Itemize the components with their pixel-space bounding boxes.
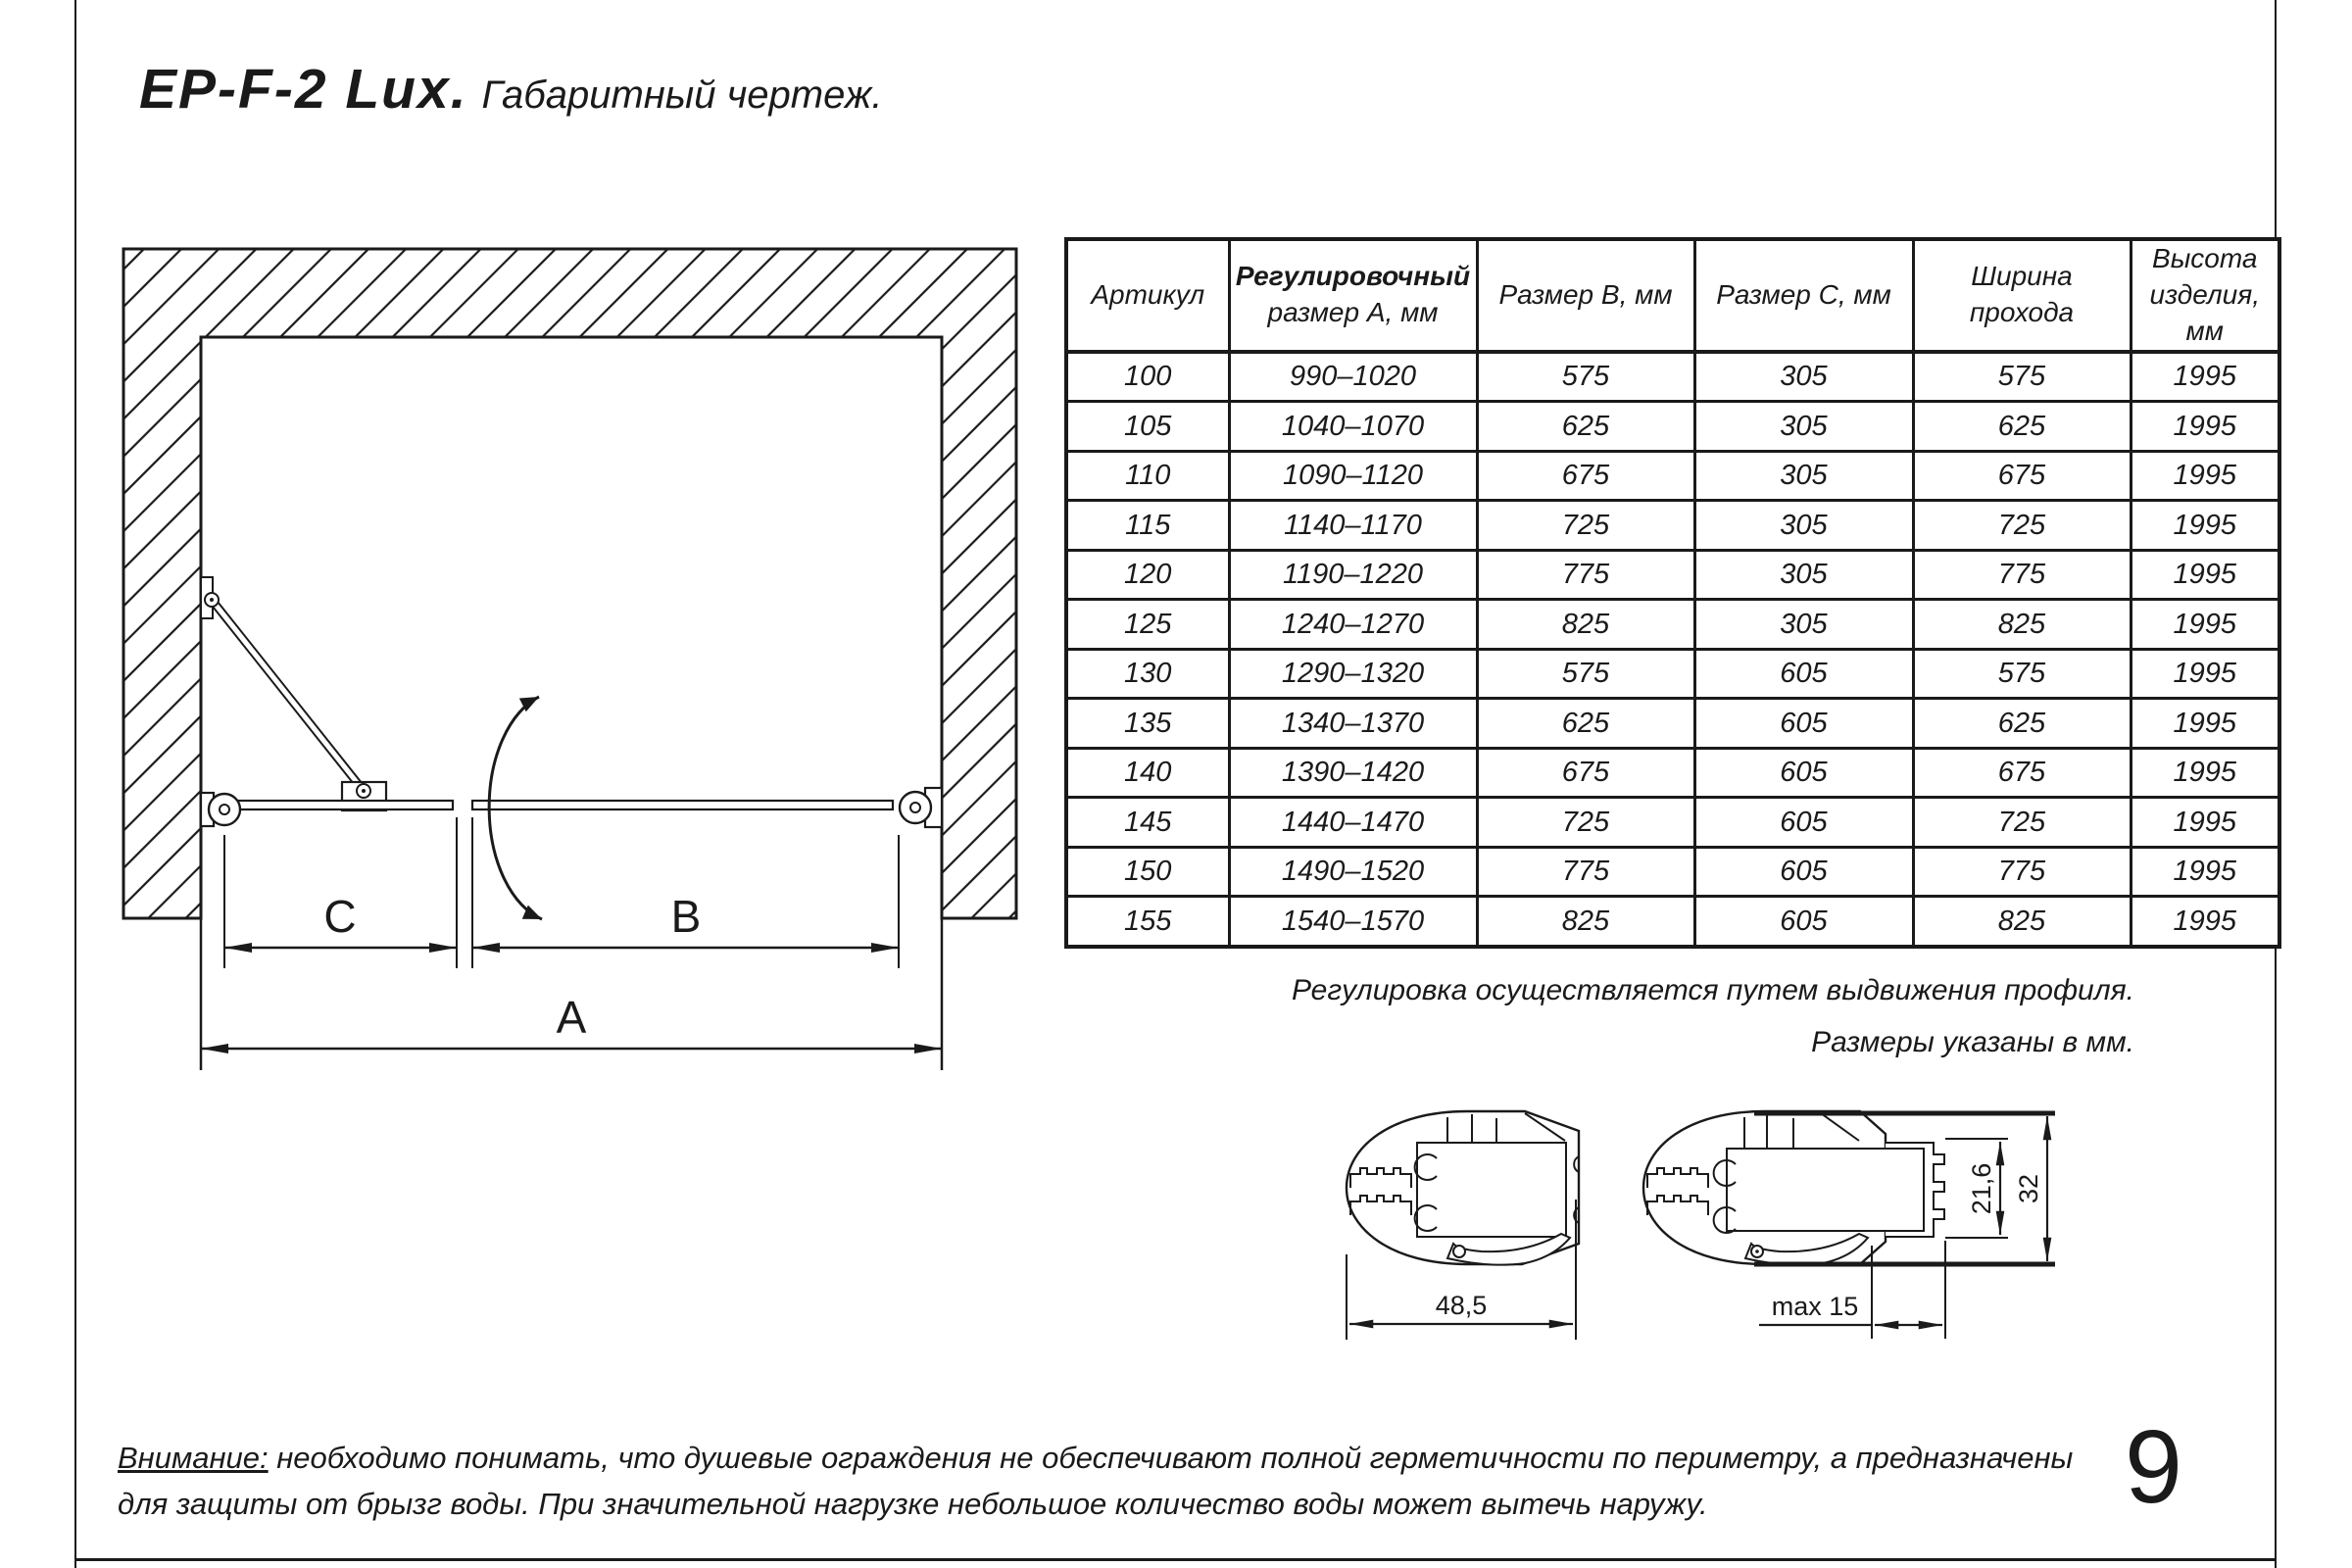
table-cell: 1540–1570 xyxy=(1229,897,1477,947)
dim-label-c: C xyxy=(323,891,357,942)
table-cell: 140 xyxy=(1066,748,1229,798)
adjustment-notes xyxy=(1292,964,2134,1068)
table-cell: 305 xyxy=(1694,451,1913,501)
table-cell: 605 xyxy=(1694,748,1913,798)
table-row xyxy=(1066,748,2279,798)
col-size-c: Размер С, мм xyxy=(1694,239,1913,352)
table-cell: 1140–1170 xyxy=(1229,501,1477,551)
table-cell: 100 xyxy=(1066,352,1229,402)
dimension-a xyxy=(201,992,942,1049)
table-cell: 575 xyxy=(1477,649,1694,699)
table-cell: 1190–1220 xyxy=(1229,550,1477,600)
dim-label-max-15: max 15 xyxy=(1771,1292,1859,1321)
table-cell: 825 xyxy=(1913,897,2131,947)
table-cell: 1240–1270 xyxy=(1229,600,1477,650)
table-cell: 675 xyxy=(1477,451,1694,501)
table-cell: 305 xyxy=(1694,501,1913,551)
table-cell: 1995 xyxy=(2131,847,2279,897)
table-cell: 1440–1470 xyxy=(1229,798,1477,848)
table-cell: 775 xyxy=(1477,550,1694,600)
col-size-a xyxy=(1229,239,1477,352)
table-cell: 575 xyxy=(1477,352,1694,402)
col-size-a-line1: Регулировочный xyxy=(1235,261,1471,292)
right-wall-bracket xyxy=(900,788,942,827)
table-cell: 1340–1370 xyxy=(1229,699,1477,749)
table-row xyxy=(1066,600,2279,650)
table-cell: 1490–1520 xyxy=(1229,847,1477,897)
table-cell: 305 xyxy=(1694,402,1913,452)
table-cell: 120 xyxy=(1066,550,1229,600)
table-row xyxy=(1066,699,2279,749)
table-cell: 1040–1070 xyxy=(1229,402,1477,452)
table-cell: 150 xyxy=(1066,847,1229,897)
table-cell: 115 xyxy=(1066,501,1229,551)
table-cell: 1995 xyxy=(2131,402,2279,452)
table-cell: 305 xyxy=(1694,600,1913,650)
table-cell: 605 xyxy=(1694,897,1913,947)
table-cell: 1995 xyxy=(2131,550,2279,600)
table-cell: 305 xyxy=(1694,550,1913,600)
table-row xyxy=(1066,402,2279,452)
dim-label-21-6: 21,6 xyxy=(1967,1162,1996,1215)
spec-table-header xyxy=(1066,239,2279,352)
col-size-a-line2: размер А, мм xyxy=(1267,297,1439,328)
table-cell: 105 xyxy=(1066,402,1229,452)
table-cell: 725 xyxy=(1913,501,2131,551)
table-cell: 155 xyxy=(1066,897,1229,947)
table-cell: 305 xyxy=(1694,352,1913,402)
warning-line-1-rest: необходимо понимать, что душевые ограждения не обеспечивают полной герметичности по периметру, а предназначены xyxy=(268,1441,2074,1475)
dim-label-a: A xyxy=(556,992,587,1043)
page-number: 9 xyxy=(2125,1409,2182,1525)
table-cell: 825 xyxy=(1477,600,1694,650)
table-row xyxy=(1066,847,2279,897)
warning-line-1 xyxy=(118,1435,2073,1481)
table-cell: 605 xyxy=(1694,847,1913,897)
table-cell: 625 xyxy=(1477,699,1694,749)
page-border-left xyxy=(74,0,76,1568)
table-cell: 675 xyxy=(1477,748,1694,798)
table-cell: 1995 xyxy=(2131,451,2279,501)
table-cell: 1995 xyxy=(2131,352,2279,402)
profile-cross-sections xyxy=(1323,1098,2225,1352)
table-cell: 1995 xyxy=(2131,897,2279,947)
col-product-height: Высота изделия, мм xyxy=(2131,239,2279,352)
table-cell: 675 xyxy=(1913,451,2131,501)
table-cell: 625 xyxy=(1913,402,2131,452)
table-row xyxy=(1066,451,2279,501)
warning-line-2: для защиты от брызг воды. При значительной нагрузке небольшое количество воды может вытечь наружу. xyxy=(118,1487,1708,1521)
table-row xyxy=(1066,649,2279,699)
note-line-1: Регулировка осуществляется путем выдвижения профиля. xyxy=(1291,974,2134,1006)
table-cell: 1290–1320 xyxy=(1229,649,1477,699)
table-row xyxy=(1066,798,2279,848)
table-cell: 775 xyxy=(1477,847,1694,897)
table-cell: 775 xyxy=(1913,847,2131,897)
warning-label: Внимание: xyxy=(118,1441,269,1475)
table-cell: 135 xyxy=(1066,699,1229,749)
title-subtitle: Габаритный чертеж. xyxy=(481,74,883,117)
table-cell: 605 xyxy=(1694,699,1913,749)
fixed-glass-panel xyxy=(235,801,453,809)
table-row xyxy=(1066,897,2279,947)
left-wall-bracket xyxy=(201,793,240,826)
table-cell: 825 xyxy=(1913,600,2131,650)
table-cell: 625 xyxy=(1913,699,2131,749)
table-cell: 605 xyxy=(1694,649,1913,699)
support-bar xyxy=(201,577,386,810)
table-cell: 1995 xyxy=(2131,600,2279,650)
note-line-2: Размеры указаны в мм. xyxy=(1811,1026,2134,1058)
table-cell: 1995 xyxy=(2131,649,2279,699)
dimension-32 xyxy=(2014,1116,2047,1261)
table-row xyxy=(1066,550,2279,600)
table-cell: 1995 xyxy=(2131,501,2279,551)
col-passage-line1: Ширина xyxy=(1971,261,2073,292)
table-row xyxy=(1066,352,2279,402)
table-cell: 575 xyxy=(1913,649,2131,699)
page-title xyxy=(139,57,883,122)
dimension-21-6 xyxy=(1945,1139,2008,1238)
table-cell: 675 xyxy=(1913,748,2131,798)
dim-label-b: B xyxy=(670,891,702,942)
table-cell: 1995 xyxy=(2131,798,2279,848)
dimension-c xyxy=(224,817,457,968)
table-row xyxy=(1066,501,2279,551)
col-article: Артикул xyxy=(1066,239,1229,352)
dimension-b xyxy=(472,817,899,968)
dimensional-drawing xyxy=(98,225,1078,1088)
table-cell: 725 xyxy=(1477,798,1694,848)
table-cell: 605 xyxy=(1694,798,1913,848)
dim-label-48-5: 48,5 xyxy=(1435,1291,1488,1320)
dim-label-32: 32 xyxy=(2014,1173,2043,1204)
table-cell: 1390–1420 xyxy=(1229,748,1477,798)
table-cell: 990–1020 xyxy=(1229,352,1477,402)
col-passage-width xyxy=(1913,239,2131,352)
table-cell: 145 xyxy=(1066,798,1229,848)
col-passage-line2: прохода xyxy=(1969,297,2075,328)
profile-section-closed xyxy=(1347,1111,1579,1265)
wall-hatched-band xyxy=(123,249,1016,918)
table-cell: 725 xyxy=(1913,798,2131,848)
table-cell: 725 xyxy=(1477,501,1694,551)
warning-text xyxy=(118,1435,2073,1527)
spec-table xyxy=(1064,237,2281,949)
table-cell: 130 xyxy=(1066,649,1229,699)
product-name: EP-F-2 Lux. xyxy=(139,58,468,121)
door-glass-panel xyxy=(472,801,893,809)
table-cell: 1090–1120 xyxy=(1229,451,1477,501)
table-cell: 625 xyxy=(1477,402,1694,452)
table-cell: 125 xyxy=(1066,600,1229,650)
table-cell: 575 xyxy=(1913,352,2131,402)
table-cell: 1995 xyxy=(2131,699,2279,749)
page-border-bottom xyxy=(75,1558,2275,1561)
table-cell: 110 xyxy=(1066,451,1229,501)
table-cell: 1995 xyxy=(2131,748,2279,798)
col-size-b: Размер В, мм xyxy=(1477,239,1694,352)
table-cell: 775 xyxy=(1913,550,2131,600)
table-cell: 825 xyxy=(1477,897,1694,947)
